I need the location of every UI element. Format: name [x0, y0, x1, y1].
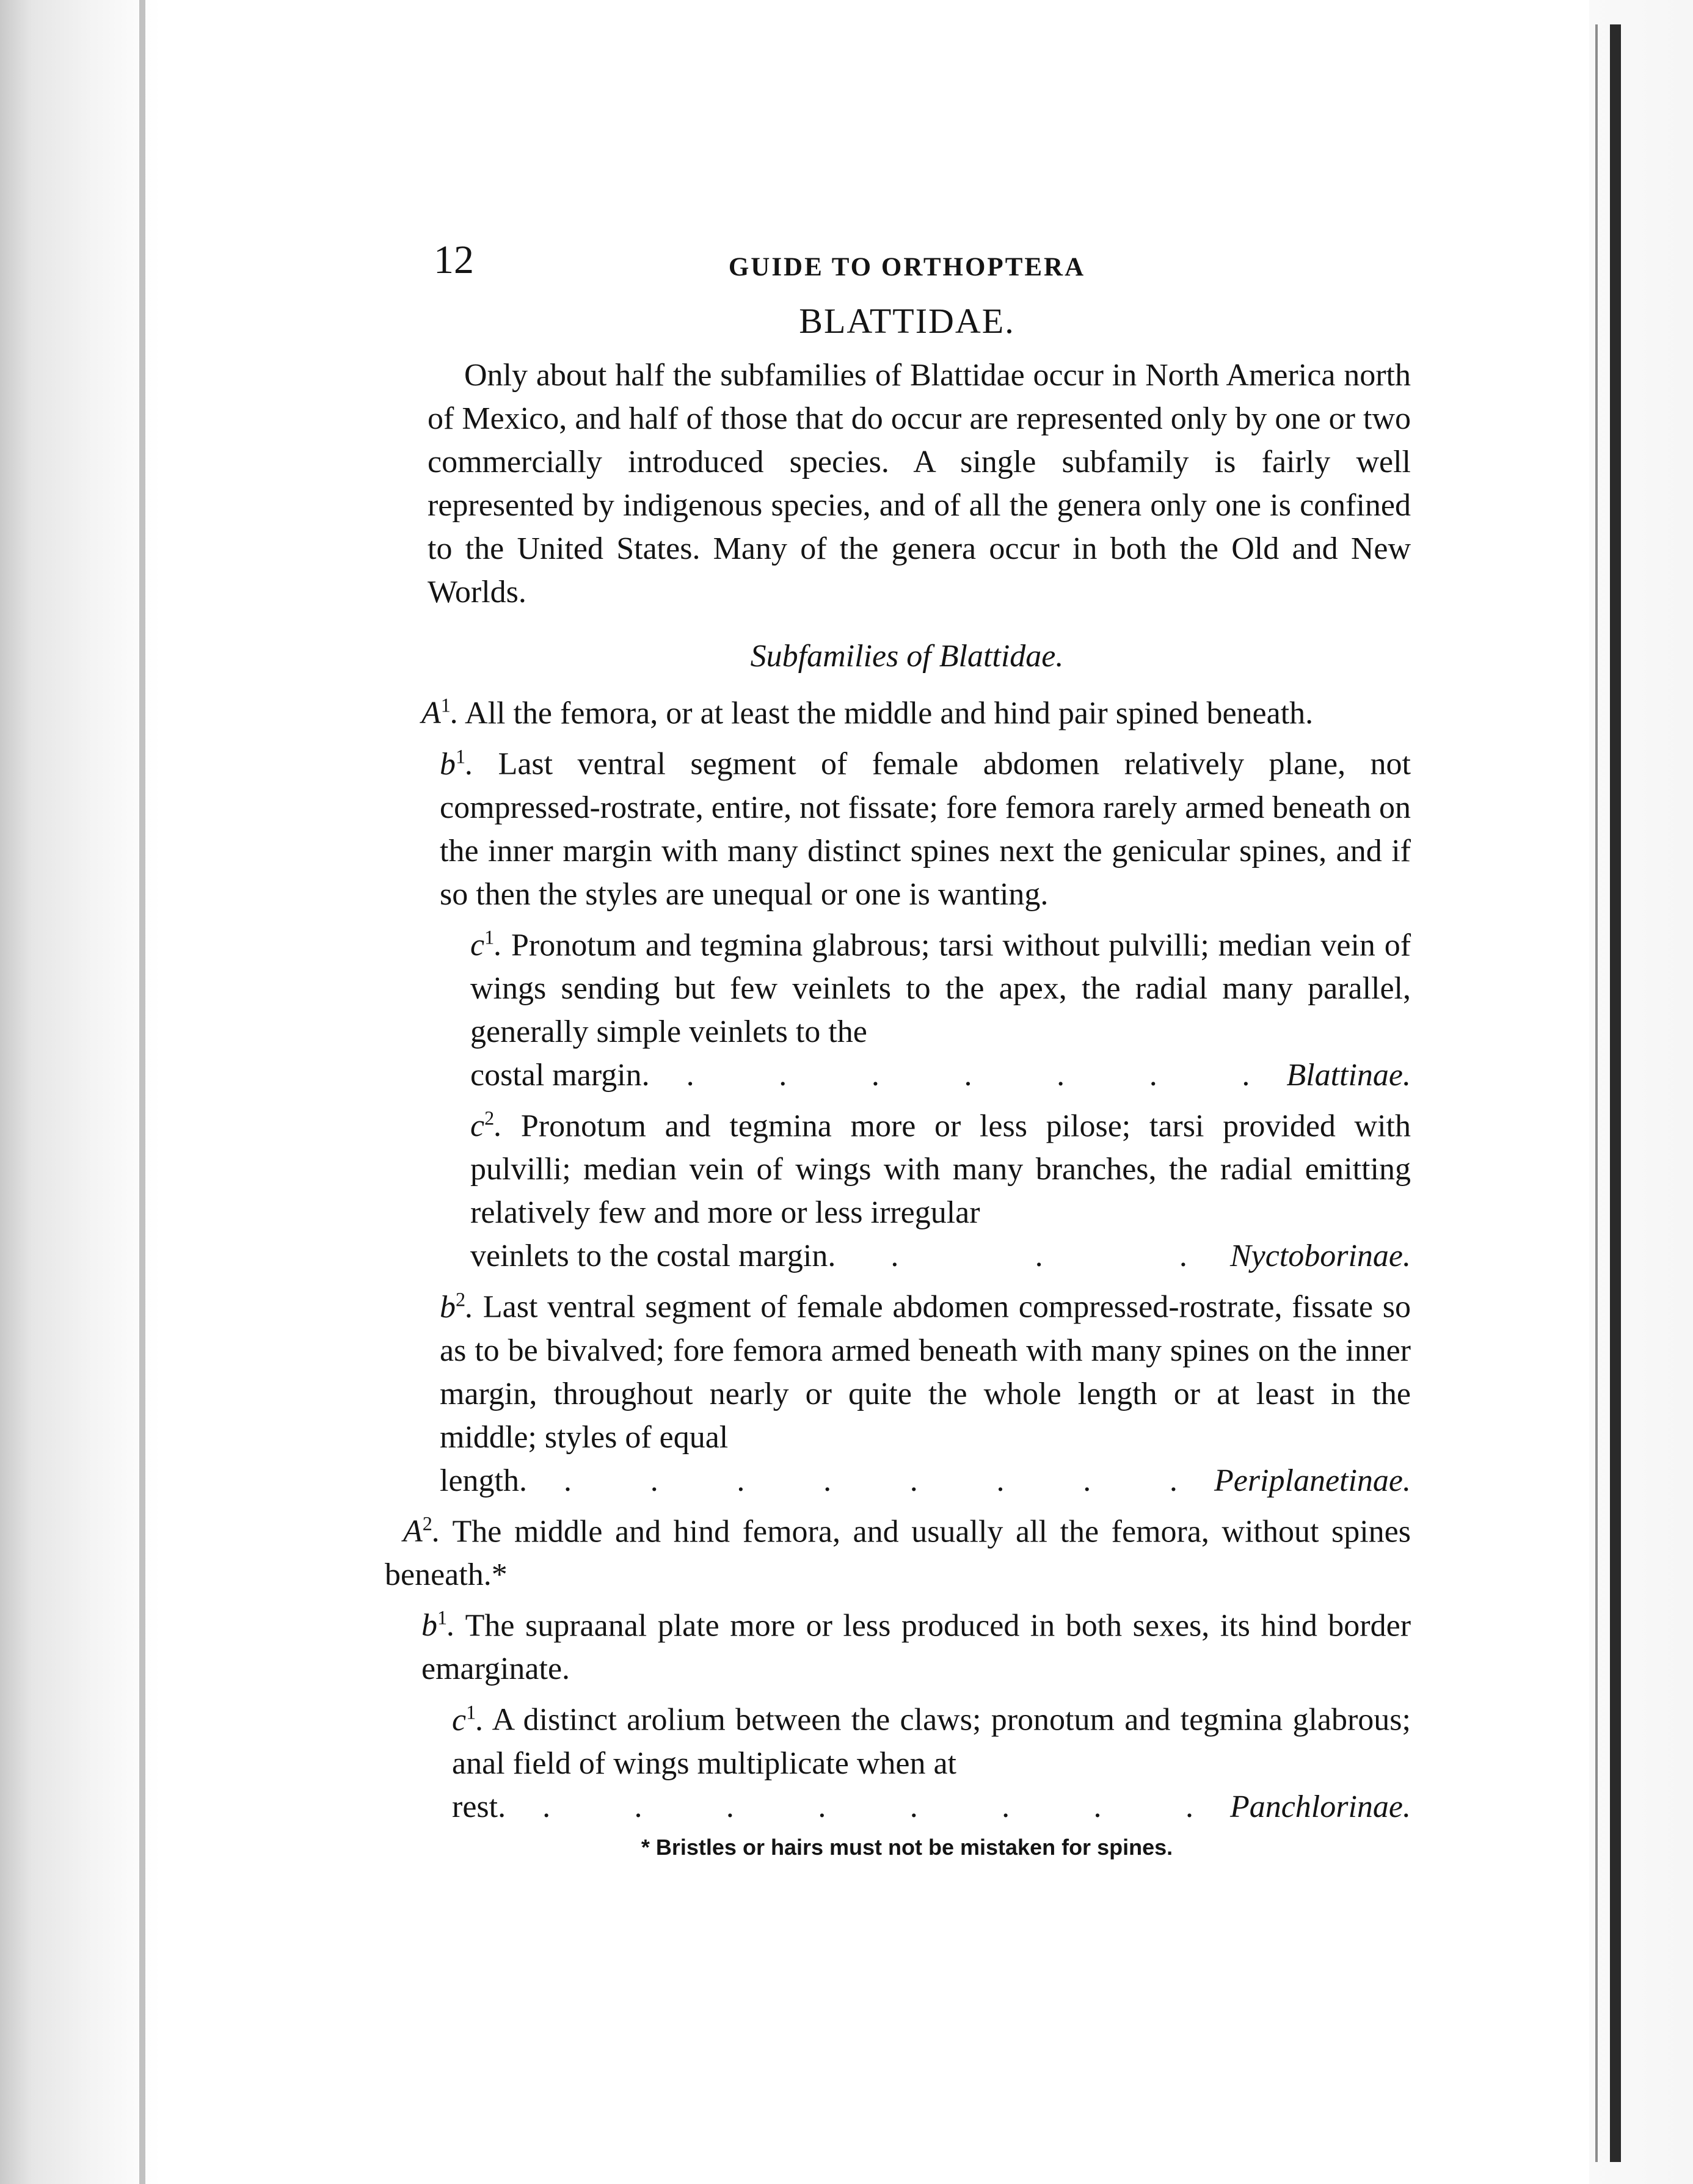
footnote: * Bristles or hairs must not be mistaken for spines. [641, 1834, 1173, 1860]
key-marker: $b^1$. [421, 1606, 456, 1643]
taxon-name: Periplanetinae. [1214, 1463, 1411, 1498]
key-entry-text: The middle and hind femora, and usually all the femora, without spines beneath.* [385, 1513, 1411, 1592]
key-marker: $c^2$. [470, 1107, 503, 1144]
key-entry-a2-b1 [421, 1596, 1411, 1691]
key-entry-text: Last ventral segment of female abdomen relatively plane, not compressed-rostrate, entire, not fissate; fore femora rarely armed beneath on the inner margin with many distinct spines next the genicular spines, and if so then the styles are unequal or one is wanting. [440, 746, 1411, 912]
section-title: BLATTIDAE. [799, 301, 1015, 341]
running-title: GUIDE TO ORTHOPTERA [728, 253, 1086, 282]
key-entry-text: Pronotum and tegmina more or less pilose; tarsi provided with pulvilli; median vein of wings with many branches, the radial emitting relatively few and more or less irregular [470, 1108, 1411, 1231]
leader-dots: . . . . . . . . [542, 1789, 1193, 1824]
leader-dots: . . . . . . . . [563, 1463, 1178, 1498]
key-entry-a1-b1 [440, 735, 1411, 915]
key-entry-a1-b1-c1 [470, 916, 1411, 1097]
key-entry-text: All the femora, or at least the middle and hind pair spined beneath. [465, 696, 1314, 731]
leader-dots: . . . . . . . [686, 1057, 1250, 1093]
taxon-name: Nyctoborinae. [1229, 1239, 1411, 1274]
taxon-name: Panchlorinae. [1229, 1789, 1411, 1824]
taxon-name: Blattinae. [1286, 1057, 1411, 1093]
key-entry-a2-b1-c1 [452, 1691, 1411, 1828]
key-entry-a1-b1-c2 [470, 1097, 1411, 1278]
scan-right-edge-line [1610, 24, 1621, 2162]
scan-left-binding-line [139, 0, 145, 2184]
key-marker: $A^1$. [421, 694, 459, 731]
key-result-line: rest. . . . . . . . . Panchlorinae. [452, 1785, 1411, 1829]
key-entry-a1-b2 [440, 1278, 1411, 1502]
intro-paragraph: Only about half the subfamilies of Blattidae occur in North America north of Mexico, and half of those that do occur are represented only by one or two commercially introduced species. A single subfamily is fairly well represented by indigenous species, and of all the genera only one is confined to the United States. Many of the genera occur in both the Old and New Worlds. [428, 358, 1411, 610]
scan-right-margin [1589, 0, 1693, 2184]
key-result-line: costal margin. . . . . . . . Blattinae. [470, 1054, 1411, 1097]
page-number: 12 [434, 238, 474, 282]
key-marker: $c^1$. [452, 1701, 484, 1738]
key-marker: $b^2$. [440, 1288, 474, 1325]
key-entry-a2 [385, 1502, 1411, 1596]
key-heading: Subfamilies of Blattidae. [750, 639, 1064, 674]
key-result-line: veinlets to the costal margin. . . . Nyctoborinae. [470, 1234, 1411, 1278]
key-entry-text: A distinct arolium between the claws; pronotum and tegmina glabrous; anal field of wings multiplicate when at [452, 1702, 1411, 1781]
book-page [385, 238, 1411, 1863]
key-marker: $b^1$. [440, 745, 474, 782]
key-entry-a1 [403, 684, 1411, 735]
key-marker: $A^2$. [403, 1512, 440, 1549]
scan-left-margin-shadow [0, 0, 160, 2184]
scan-right-edge-thin-line [1595, 24, 1598, 2162]
key-result-line: length. . . . . . . . . Periplanetinae. [440, 1459, 1411, 1502]
key-entry-text: Pronotum and tegmina glabrous; tarsi without pulvilli; median vein of wings sending but few veinlets to the apex, the radial many parallel, generally simple veinlets to the [470, 927, 1411, 1049]
key-entry-text: Last ventral segment of female abdomen compressed-rostrate, fissate so as to be bivalved; fore femora armed beneath with many spines on the inner margin, throughout nearly or quite the whole length or at least in the middle; styles of equal [440, 1289, 1411, 1455]
page-header [403, 238, 1411, 287]
leader-dots: . . . [890, 1239, 1187, 1274]
key-entry-text: The supraanal plate more or less produced in both sexes, its hind border emarginate. [421, 1608, 1411, 1687]
key-marker: $c^1$. [470, 926, 503, 963]
